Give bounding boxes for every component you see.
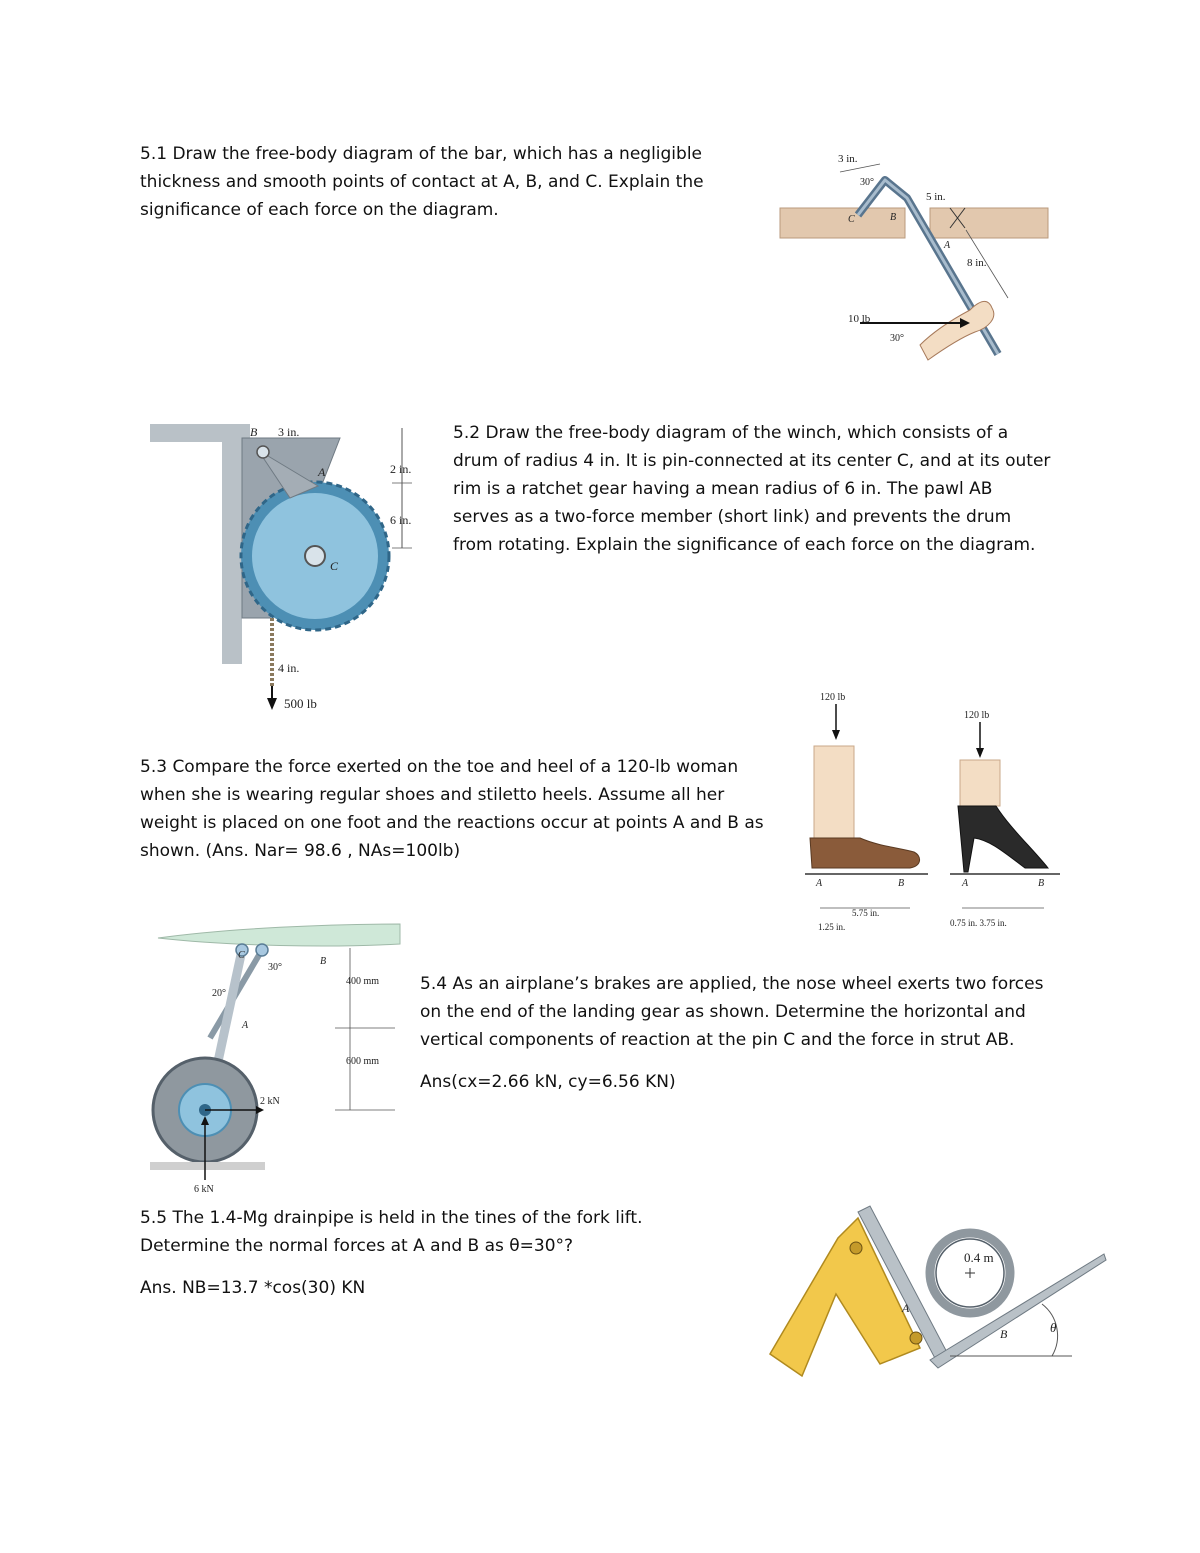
fig-5-4-dim-600: 600 mm (346, 1056, 380, 1067)
fig-5-2-point-c: C (330, 559, 339, 573)
flat-shoe-icon (810, 838, 920, 868)
fig-5-3-dim-125: 1.25 in. (818, 922, 846, 932)
fig-5-2-point-b: B (250, 425, 258, 439)
fig-5-5-point-b: B (1000, 1327, 1008, 1341)
problem-5-2-statement: 5.2 Draw the free-body diagram of the winch, which consists of a drum of radius 4 in. It is pin-connected at its center C, and at its outer rim is a ratchet gear having a mean radius of 6 in. The pawl AB serves as a two-force member (short link) and prevents the drum from rotating. Explain the significance of each force on the diagram. (453, 423, 1051, 555)
fig-5-3-point-b-right: B (1038, 878, 1045, 889)
fig-5-3-load-right: 120 lb (964, 710, 990, 721)
fig-5-2-dim-6in: 6 in. (390, 513, 412, 527)
fig-5-5-point-a: A (902, 1301, 910, 1315)
fig-5-2-point-a: A (318, 465, 326, 479)
airplane-wing-icon (158, 924, 400, 946)
fig-5-2-dim-3in: 3 in. (278, 425, 300, 439)
problem-5-3-statement: 5.3 Compare the force exerted on the toe and heel of a 120-lb woman when she is wearing regular shoes and stiletto heels. Assume all her weight is placed on one foot and the reactions occur at points A and B as shown. (Ans. Nar= 98.6 , NAs=100lb) (140, 757, 764, 861)
fig-5-3-load-left: 120 lb (820, 692, 846, 703)
problem-5-5-text (140, 1204, 700, 1302)
problem-5-2-text (453, 419, 1053, 559)
fig-5-4-force-6kn: 6 kN (194, 1184, 214, 1195)
fig-5-1-force: 10 lb (848, 313, 871, 325)
fig-5-1-angle-bottom: 30° (890, 333, 904, 344)
fig-5-3-point-a-left: A (816, 878, 823, 889)
fig-5-1-dim-8in: 8 in. (967, 257, 987, 269)
fig-5-3-point-a-right: A (962, 878, 969, 889)
problem-5-1-statement: 5.1 Draw the free-body diagram of the bar, which has a negligible thickness and smooth points of contact at A, B, and C. Explain the significance of each force on the diagram. (140, 144, 704, 220)
fig-5-1-point-c: C (848, 214, 855, 225)
fig-5-4-point-c: C (238, 950, 245, 961)
fig-5-2-dim-4in: 4 in. (278, 661, 300, 675)
stiletto-heel-icon (958, 806, 1048, 872)
figure-5-2 (150, 418, 440, 718)
fig-5-2-load: 500 lb (284, 696, 317, 711)
fig-5-4-angle-30: 30° (268, 962, 282, 973)
problem-5-4-statement: 5.4 As an airplane’s brakes are applied, the nose wheel exerts two forces on the end of the landing gear as shown. Determine the horizontal and vertical components of reaction at the pin C and the force in strut AB. (420, 974, 1044, 1050)
fig-5-4-dim-400: 400 mm (346, 976, 380, 987)
figure-5-5 (760, 1198, 1110, 1398)
fig-5-1-angle-top: 30° (860, 177, 874, 188)
fig-5-1-dim-5in: 5 in. (926, 191, 946, 203)
figure-5-3 (800, 688, 1070, 940)
fig-5-5-dim-radius: 0.4 m (964, 1250, 994, 1265)
problem-5-4-answer: Ans(cx=2.66 kN, cy=6.56 KN) (420, 1072, 676, 1092)
fig-5-4-point-b: B (320, 956, 327, 967)
fig-5-4-force-2kn: 2 kN (260, 1096, 280, 1107)
fig-5-1-point-b: B (890, 212, 897, 223)
fig-5-4-angle-20: 20° (212, 988, 226, 999)
problem-5-3-text (140, 753, 780, 865)
figure-5-1 (770, 140, 1060, 380)
fig-5-3-dim-575: 5.75 in. (852, 908, 880, 918)
problem-5-1-text (140, 140, 770, 224)
fig-5-3-dim-right: 0.75 in. 3.75 in. (950, 918, 1007, 928)
fig-5-5-angle: θ (1050, 1320, 1057, 1335)
fig-5-4-point-a: A (242, 1020, 249, 1031)
problem-5-4-text (420, 970, 1065, 1096)
fig-5-3-point-b-left: B (898, 878, 905, 889)
problem-5-5-statement: 5.5 The 1.4-Mg drainpipe is held in the tines of the fork lift. Determine the normal forces at A and B as θ=30°? (140, 1208, 643, 1256)
problem-5-5-answer: Ans. NB=13.7 *cos(30) KN (140, 1278, 366, 1298)
ratchet-gear-icon (241, 482, 389, 630)
fig-5-1-dim-3in: 3 in. (838, 153, 858, 165)
fig-5-1-point-a: A (944, 240, 951, 251)
fig-5-2-dim-2in: 2 in. (390, 462, 412, 476)
figure-5-4 (150, 918, 410, 1198)
